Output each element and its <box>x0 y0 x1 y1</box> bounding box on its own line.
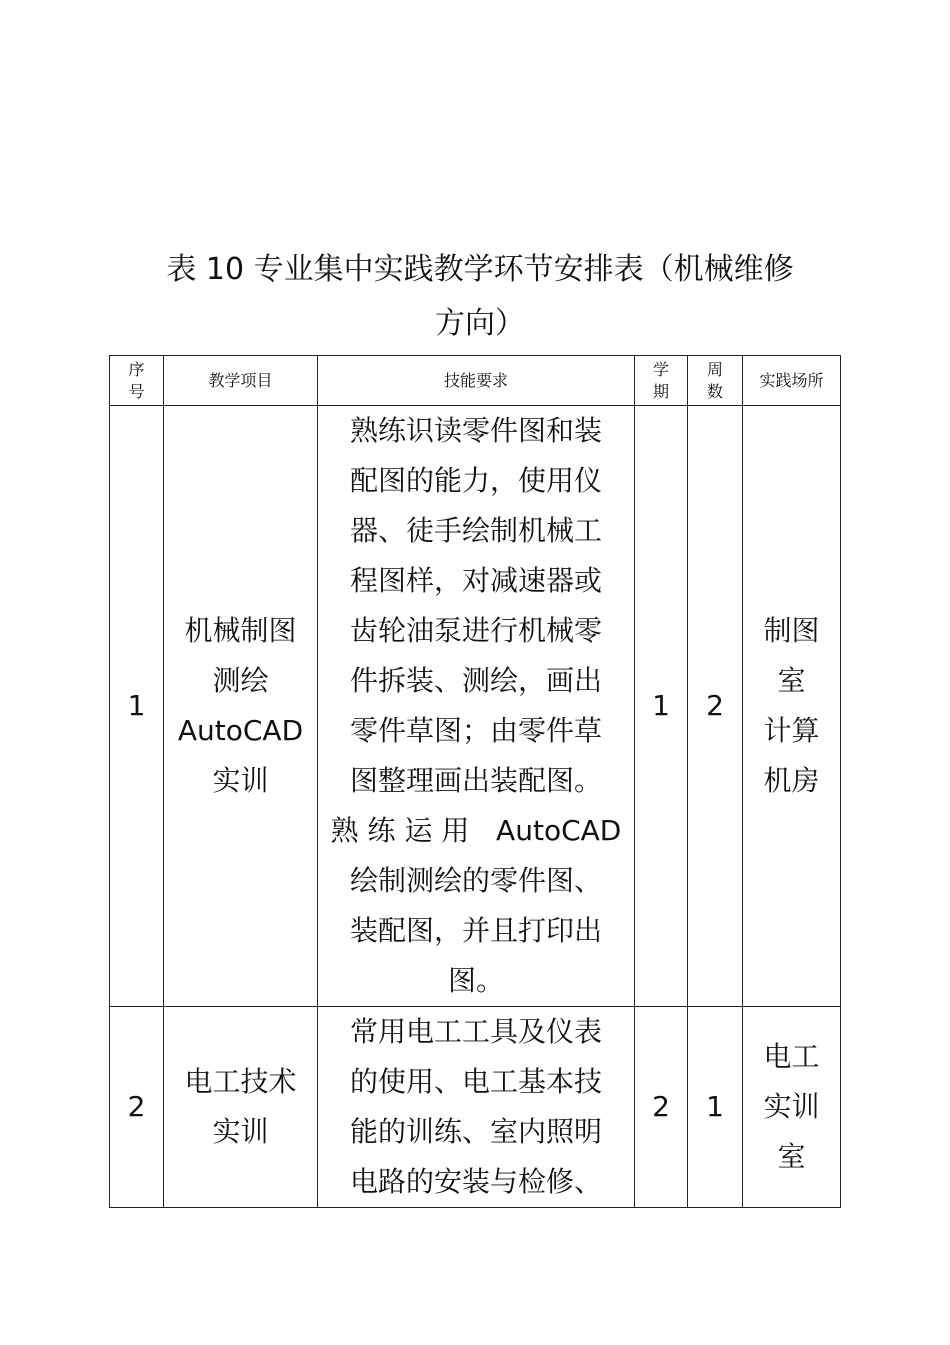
header-place: 实践场所 <box>743 356 841 406</box>
row2-seq: 2 <box>110 1007 164 1208</box>
row2-place: 电工 实训 室 <box>743 1007 841 1208</box>
header-weeks: 周 数 <box>688 356 743 406</box>
title-line-1: 表 10 专业集中实践教学环节安排表（机械维修 <box>166 252 794 287</box>
header-seq: 序 号 <box>110 356 164 406</box>
header-skill: 技能要求 <box>318 356 635 406</box>
row1-skill: 熟练识读零件图和装 配图的能力，使用仪 器、徒手绘制机械工 程图样，对减速器或 齿轮油泵进行机械零 件拆装、测绘，画出 零件草图；由零件草 图整理画出装配图。 熟 练 运 用 AutoCAD 绘制测绘的零件图、 装配图，并且打印出 图。 <box>318 406 635 1007</box>
header-row <box>110 356 841 406</box>
row2-term: 2 <box>635 1007 688 1208</box>
row1-weeks: 2 <box>688 406 743 1007</box>
table-row <box>110 406 841 1007</box>
practice-schedule-table <box>109 355 841 1208</box>
table-row <box>110 1007 841 1208</box>
row1-seq: 1 <box>110 406 164 1007</box>
title-line-2: 方向） <box>435 306 525 341</box>
row2-weeks: 1 <box>688 1007 743 1208</box>
row1-place: 制图 室 计算 机房 <box>743 406 841 1007</box>
header-project: 教学项目 <box>164 356 318 406</box>
row1-project: 机械制图 测绘 AutoCAD 实训 <box>164 406 318 1007</box>
row2-project: 电工技术 实训 <box>164 1007 318 1208</box>
header-term: 学 期 <box>635 356 688 406</box>
row1-term: 1 <box>635 406 688 1007</box>
table-title <box>0 244 950 350</box>
row2-skill: 常用电工工具及仪表 的使用、电工基本技 能的训练、室内照明 电路的安装与检修、 <box>318 1007 635 1208</box>
